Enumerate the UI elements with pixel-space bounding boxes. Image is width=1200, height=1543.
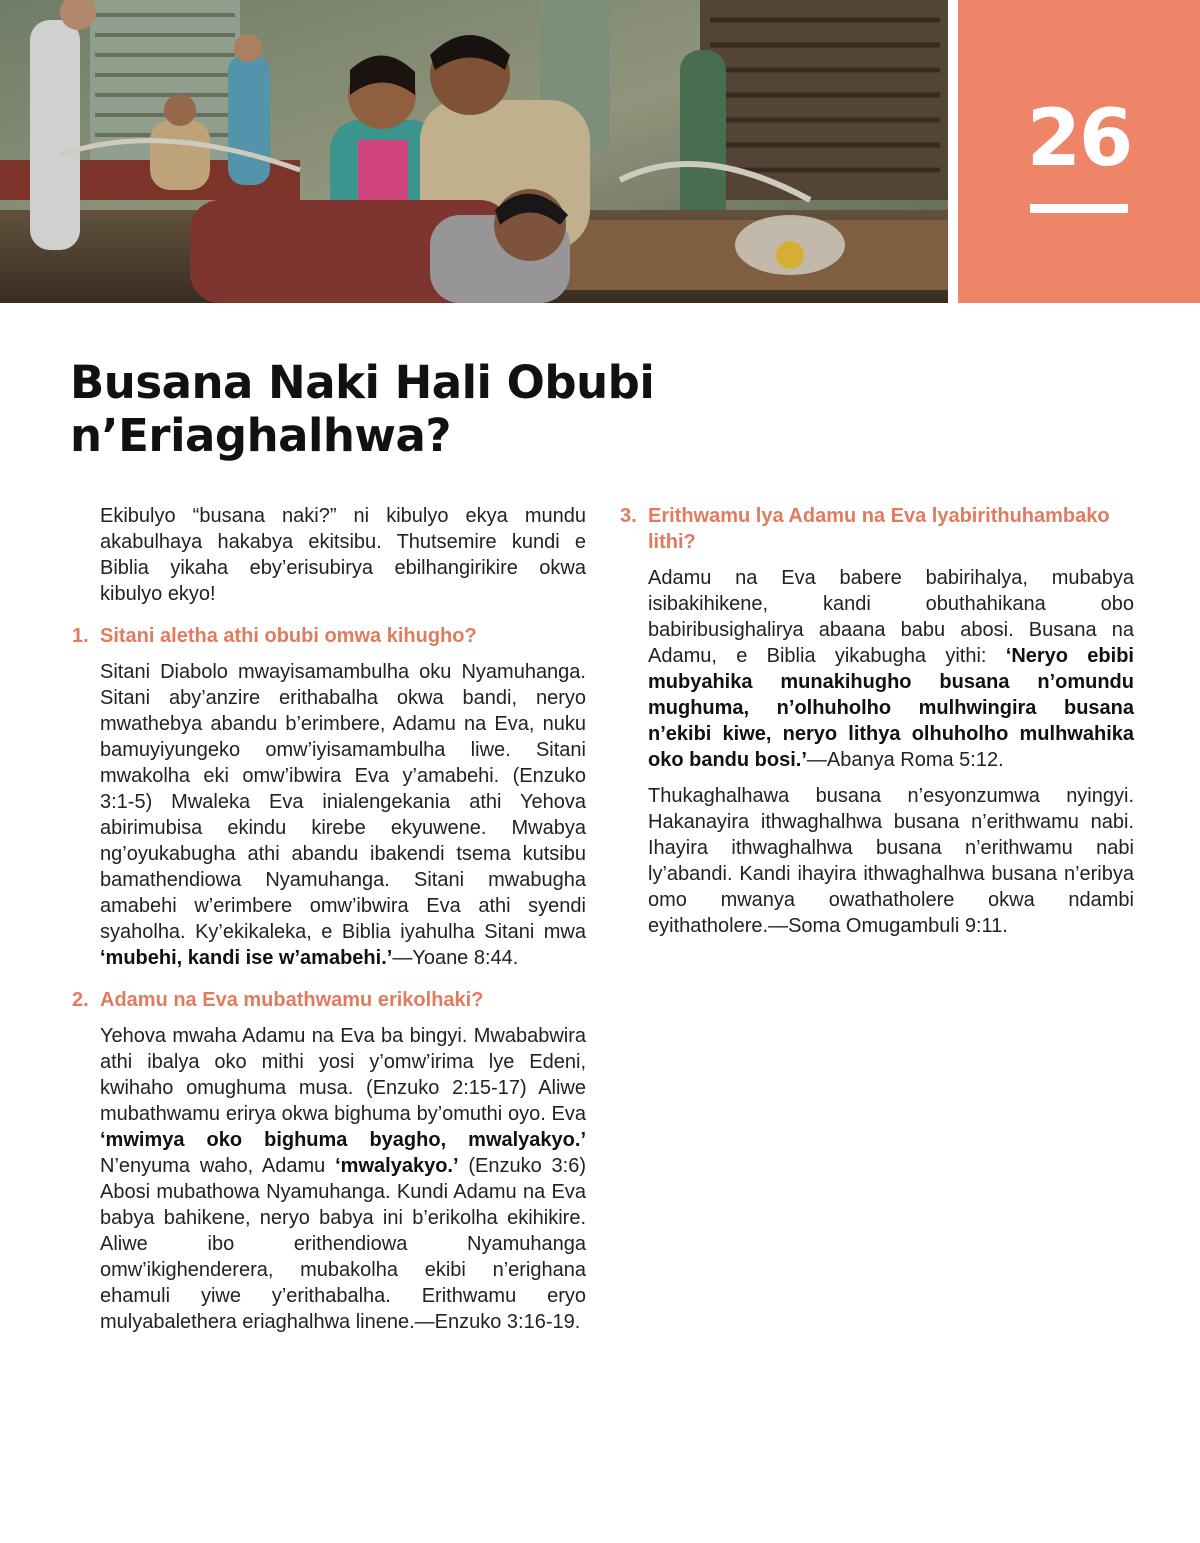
answer-3-reference: —Abanya Roma 5:12.	[806, 749, 1004, 771]
answer-2-quote-2: ‘mwalyakyo.’	[335, 1155, 459, 1177]
question-3-text: Erithwamu lya Adamu na Eva lyabirithuhambako lithi?	[648, 505, 1110, 553]
intro-paragraph: Ekibulyo “busana naki?” ni kibulyo ekya mundu akabulhaya hakabya ekitsibu. Thutsemire kundi e Biblia yikaha eby’erisubirya ebilhangirikire okwa kibulyo ekyo!	[100, 505, 586, 605]
answer-1-reference: —Yoane 8:44.	[392, 947, 519, 969]
right-column	[620, 503, 1134, 939]
answer-3-paragraph	[648, 565, 1134, 773]
hospital-scene-photo	[0, 0, 948, 303]
answer-2-text-mid: N’enyuma waho, Adamu	[100, 1155, 336, 1177]
answer-3-text: Adamu na Eva babere babirihalya, mubabya isibakihikene, kandi obuthahikana obo babiribusighalirya abaana babu abosi. Busana na Adamu, e Biblia yikabugha yithi:	[648, 567, 1134, 667]
answer-1-paragraph	[100, 659, 586, 971]
lesson-number: 26	[1026, 94, 1132, 184]
question-1	[72, 623, 586, 649]
answer-1-quote: ‘mubehi, kandi ise w’amabehi.’	[100, 947, 393, 969]
answer-2-text: Yehova mwaha Adamu na Eva ba bingyi. Mwababwira athi ibalya oko mithi yosi y’omw’irima lye Edeni, kwihaho omughuma musa. (Enzuko 2:15-17) Aliwe mubathwamu erirya okwa bighuma by’omuthi oyo. Eva	[100, 1025, 586, 1125]
question-3	[620, 503, 1134, 555]
answer-2-text-end: (Enzuko 3:6) Abosi mubathowa Nyamuhanga. Kundi Adamu na Eva babya bahikene, neryo babya ini b’erikolha ekihikire. Aliwe ibo erithendiowa Nyamuhanga omw’ikighenderera, mubakolha ekibi n’erighana ehamuli yiwe y’erithabalha. Erithwamu eryo mulyabalethera eriaghalhwa linene.—Enzuko 3:16-19.	[100, 1155, 586, 1333]
question-2	[72, 987, 586, 1013]
question-2-number: 2.	[72, 989, 89, 1011]
page-title	[70, 356, 770, 462]
question-2-text: Adamu na Eva mubathwamu erikolhaki?	[100, 989, 484, 1011]
answer-3-quote: ‘Neryo ebibi mubyahika munakihugho busana n’omundu mughuma, n’olhuholho mulhwingira busana n’ekibi kiwe, neryo lithya olhuholho mulhwahika oko bandu bosi.’	[648, 645, 1134, 771]
question-1-number: 1.	[72, 625, 89, 647]
answer-1-text: Sitani Diabolo mwayisamambulha oku Nyamuhanga. Sitani aby’anzire erithabalha okwa bandi, neryo mwathebya abandu b’erimbere, Adamu na Eva, nuku bamuyiyungeko omw’iyisamambulha liwe. Sitani mwakolha eki omw’ibwira Eva y’amabehi. (Enzuko 3:1-5) Mwaleka Eva inialengekania athi Yehova abirimubisa ekindu kirebe ekyuwene. Mwabya ng’oyukabugha athi abandu ibakendi tsema kutsibu bamathendiowa Nyamuhanga. Sitani mwabugha amabehi w’erimbere omw’ibwira Eva athi syendi syaholha. Ky’ekikaleka, e Biblia iyahulha Sitani mwa	[100, 661, 586, 943]
lesson-number-underline	[1030, 204, 1128, 213]
answer-2-paragraph	[100, 1023, 586, 1335]
page-title-line-1: Busana Naki Hali Obubi	[70, 356, 655, 409]
answer-2-quote: ‘mwimya oko bighuma byagho, mwalyakyo.’	[100, 1129, 586, 1151]
left-column	[72, 503, 586, 1335]
question-3-number: 3.	[620, 505, 637, 527]
lesson-number-tab	[958, 0, 1200, 303]
answer-3-paragraph-2: Thukaghalhawa busana n’esyonzumwa nyingyi. Hakanayira ithwaghalhwa busana n’erithwamu nabi. Ihayira ithwaghalhwa busana n’erithwamu nabi ly’abandi. Kandi ihayira ithwaghalhwa busana n’eribya omo mwanya owathatholere okwa ndambi eyithatholere.—Soma Omugambuli 9:11.	[648, 785, 1134, 937]
page-title-line-2: n’Eriaghalhwa?	[70, 409, 451, 462]
question-1-text: Sitani aletha athi obubi omwa kihugho?	[100, 625, 477, 647]
